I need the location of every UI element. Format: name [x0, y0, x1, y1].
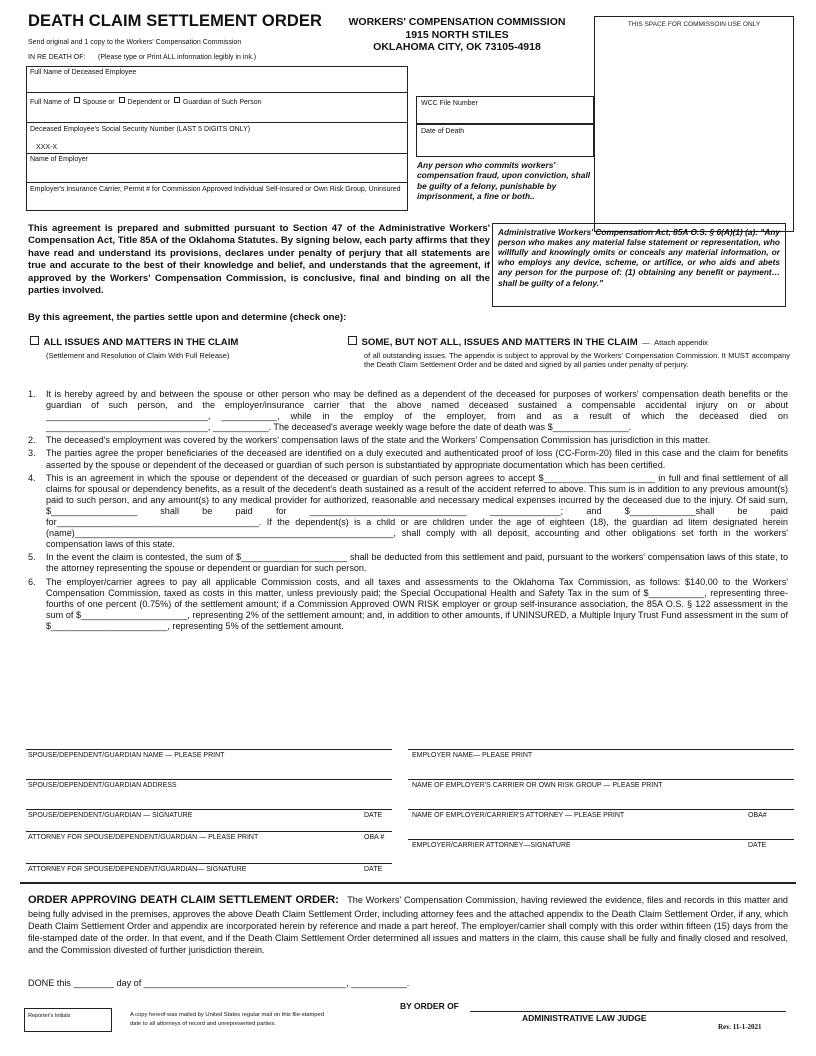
divider-4: [26, 182, 408, 183]
employer-attorney-signature-line[interactable]: [408, 839, 794, 840]
agency-city: OKLAHOMA CITY, OK 73105-4918: [373, 41, 541, 54]
spouse-address-line[interactable]: [26, 779, 392, 780]
item-num: 2.: [28, 435, 36, 446]
ssn-value: XXX-X: [36, 144, 58, 151]
item-num: 5.: [28, 552, 36, 563]
reporter-initials-box[interactable]: [24, 1008, 112, 1032]
all-issues-note: (Settlement and Resolution of Claim With Full Release): [46, 351, 230, 360]
revision-label: Rev. 11-1-2021: [718, 1023, 762, 1031]
date-label-2: DATE: [364, 866, 383, 873]
divider-2: [26, 122, 408, 123]
item-1: [28, 389, 788, 433]
item-6: [28, 577, 788, 632]
guardian-label: Guardian of Such Person: [182, 99, 262, 106]
wcc-file-label: WCC File Number: [421, 100, 478, 107]
spouse-signature-line[interactable]: [26, 809, 392, 810]
item-text: The employer/carrier agrees to pay all applicable Commission costs, and all taxes and assessments to the Oklahoma Tax Commission, as follows: $140.00 to the Workers' Compensation Commission, taxed as costs in this matter, unless previously paid; the Special Occupational Health and Safety Tax in the sum of $___________, representing three-fourths of one percent (0.75%) of the settlement amount; if a Commission Approved OWN RISK employer or group self-insurance association, the 85A O.S. § 122 assessment in the sum of $_____________________, representing 2% of the settlement amount; and, in addition to other amounts, if UNINSURED, a Multiple Injury Trust Fund assessment in the sum of $_______________________, representing 5% of the settlement amount.: [46, 576, 788, 631]
date-of-death-box[interactable]: [416, 124, 594, 157]
option-all: [30, 332, 330, 360]
employer-name-line[interactable]: [408, 749, 794, 750]
all-issues-checkbox[interactable]: [30, 336, 39, 345]
dependent-checkbox[interactable]: [119, 97, 125, 103]
agency-name: WORKERS' COMPENSATION COMMISSION: [348, 16, 566, 28]
oba-label-1: OBA #: [364, 834, 385, 841]
item-num: 3.: [28, 448, 36, 459]
attorney-print-label: ATTORNEY FOR SPOUSE/DEPENDENT/GUARDIAN — PLEASE PRINT: [28, 834, 259, 841]
attorney-print-line[interactable]: [26, 831, 392, 832]
order-divider: [20, 882, 796, 884]
full-name-of-row: [30, 97, 262, 107]
by-order-label: BY ORDER OF: [400, 1001, 459, 1011]
dependent-label: Dependent or: [127, 99, 170, 106]
carrier-name-line[interactable]: [408, 779, 794, 780]
employer-attorney-print-label: NAME OF EMPLOYER/CARRIER'S ATTORNEY — PLEASE PRINT: [412, 812, 625, 819]
spouse-address-label: SPOUSE/DEPENDENT/GUARDIAN ADDRESS: [28, 782, 177, 789]
order-heading: ORDER APPROVING DEATH CLAIM SETTLEMENT ORDER:: [28, 894, 339, 906]
agreement-text: This agreement is prepared and submitted pursuant to Section 47 of the Administrative Workers' Compensation Act, Title 85A of the Oklahoma Statutes. By signing below, each party affirms that they have read and understand its provisions, declares under penalty of perjury that all statements are true and accurate to the best of their knowledge and belief, and understands that the agreement, if approved by the Workers' Compensation Commission, is conclusive, final and binding on all the parties involved.: [28, 223, 491, 297]
agency-block: [322, 16, 592, 54]
item-num: 1.: [28, 389, 36, 399]
employer-attorney-print-line[interactable]: [408, 809, 794, 810]
in-re-label: IN RE DEATH OF:: [28, 54, 86, 61]
item-text: In the event the claim is contested, the sum of $_____________________ shall be deducted from this settlement and paid, pursuant to the workers' compensation laws of this state, to the attorney representing the spouse or dependent or guardian for such person.: [46, 552, 788, 574]
commission-use-box: [594, 16, 794, 232]
employer-field[interactable]: Name of Employer: [30, 156, 88, 163]
spouse-checkbox[interactable]: [74, 97, 80, 103]
judge-label: ADMINISTRATIVE LAW JUDGE: [522, 1013, 647, 1023]
item-3: [28, 448, 788, 470]
item-5: [28, 552, 788, 574]
reporter-label: Reporter's Initials: [28, 1013, 71, 1019]
attorney-signature-line[interactable]: [26, 863, 392, 864]
agency-street: 1915 NORTH STILES: [405, 28, 509, 41]
some-issues-dash: —: [642, 338, 650, 347]
item-num: 6.: [28, 576, 36, 587]
employer-attorney-signature-label: EMPLOYER/CARRIER ATTORNEY—SIGNATURE: [412, 842, 571, 849]
spouse-signature-label: SPOUSE/DEPENDENT/GUARDIAN — SIGNATURE: [28, 812, 193, 819]
act-quote-box: Administrative Workers' Compensation Act, 85A O.S. § 6(A)(1) (a): "Any person who makes any material false statement or representation, who willfully and knowingly omits or conceals any material information, or who employs any device, scheme, or artifice, or who aids and abets any person for the purpose of: (1) obtaining any benefit or payment…shall be guilty of a felony.": [492, 223, 786, 307]
all-issues-title: ALL ISSUES AND MATTERS IN THE CLAIM: [43, 337, 239, 348]
wcc-file-box[interactable]: [416, 96, 594, 124]
divider-1: [26, 92, 408, 93]
date-of-death-label: Date of Death: [421, 128, 465, 135]
full-name-of-label: Full Name of: [30, 99, 70, 106]
item-text: It is hereby agreed by and between the spouse or other person who may be defined as a dependent of the deceased for purposes of workers' compensation death benefits or the guardian of such person, and the employer/insurance carrier that the above named deceased sustained a compensable accidental injury on or about ________________________________, ___________, while in the employ of the employer, from and as a result of which the deceased died on ________________________________, ___________. The deceased's average weekly wage before the date of death was $_______________.: [46, 389, 788, 433]
some-issues-checkbox[interactable]: [348, 336, 357, 345]
date-label-3: DATE: [748, 842, 767, 849]
some-issues-title: SOME, BUT NOT ALL, ISSUES AND MATTERS IN THE CLAIM: [361, 337, 638, 348]
divider-3: [26, 153, 408, 154]
settle-heading: By this agreement, the parties settle upon and determine (check one):: [28, 312, 347, 323]
fraud-warning: Any person who commits workers' compensation fraud, upon conviction, shall be guilty of a felony, punishable by imprisonment, a fine or both..: [417, 160, 591, 201]
order-text: The Workers' Compensation Commission, having reviewed the evidence, files and records in this matter and being fully advised in the premises, approves the above Death Claim Settlement Order, including attorney fees and the attached appendix to the Death Claim Settlement Order, if any, which Death Claim Settlement Order and appendix are incorporated herein by reference and made a part hereof. The employer/carrier shall comply with this order within fifteen (15) days from the file-stamped date of the order. In that event, and if the Death Claim Settlement Order determined all issues and matters in the claim, this cause shall be fully and finally closed and resolved, and the Commission divested of further jurisdiction therein.: [28, 895, 788, 955]
item-num: 4.: [28, 472, 36, 483]
commission-use-label: THIS SPACE FOR COMMISSOIN USE ONLY: [627, 21, 761, 28]
carrier-name-label: NAME OF EMPLOYER'S CARRIER OR OWN RISK GROUP — PLEASE PRINT: [412, 782, 663, 789]
guardian-checkbox[interactable]: [174, 97, 180, 103]
deceased-name-field[interactable]: Full Name of Deceased Employee: [30, 69, 137, 76]
item-2: [28, 435, 788, 446]
item-text: This is an agreement in which the spouse or dependent of the deceased or guardian of such person agrees to accept $______________________ in full and final settlement of all claims for spousal or dependency benefits, as a result of the decedent's death sustained as a result of the accident referred to above. This sum is in addition to any previous amount(s) paid to such person, and any amount(s) to any medical provider for authorized, reasonable and necessary medical expenses incurred by the deceased due to the injury. Of said sum, $_________________ shall be paid for _______________________________ ______________; and $_____________shall be paid for________________________________________. If the dependent(s) is a child or are children under the age of eighteen (18), the guardian ad litem designated herein (name)_______________________________________________________________, shall comply with all deposit, accounting and other obligations set forth in the workers' compensation laws of this state.: [46, 472, 788, 550]
option-some: [348, 332, 790, 369]
some-issues-note-2: of all outstanding issues. The appendix is subject to approval by the Workers' Compensation Commission. It MUST accompany the Death Claim Settlement Order and be dated and signed by all parties under penalty of perjury.: [364, 351, 790, 370]
judge-signature-line[interactable]: [470, 1011, 786, 1012]
item-4: [28, 473, 788, 551]
employer-name-label: EMPLOYER NAME— PLEASE PRINT: [412, 752, 533, 759]
ssn-field[interactable]: Deceased Employee's Social Security Number (LAST 5 DIGITS ONLY): [30, 126, 251, 133]
form-title: DEATH CLAIM SETTLEMENT ORDER: [28, 12, 322, 30]
oba-label-2: OBA#: [748, 812, 767, 819]
attorney-signature-label: ATTORNEY FOR SPOUSE/DEPENDENT/GUARDIAN— SIGNATURE: [28, 866, 247, 873]
send-note: Send original and 1 copy to the Workers' Compensation Commission: [28, 39, 242, 46]
done-line: DONE this ________ day of ________________________________________, ___________.: [28, 978, 410, 988]
mailing-note-1: A copy hereof was mailed by United States regular mail on this file-stamped: [130, 1012, 324, 1018]
in-re-note: (Please type or Print ALL information legibly in ink.): [98, 54, 257, 61]
numbered-items: [28, 389, 788, 634]
date-label-1: DATE: [364, 812, 383, 819]
item-text: The deceased's employment was covered by the workers' compensation laws of the state and the Workers' Compensation Commission has jurisdiction in this matter.: [46, 435, 711, 446]
item-text: The parties agree the proper beneficiaries of the deceased are identified on a duly executed and authenticated proof of loss (CC-Form-20) filed in this case and the claim for benefits asserted by the spouse or dependent of the deceased or guardian of such person is substantiated by appropriate documentation which has been certified.: [46, 448, 788, 470]
carrier-field[interactable]: Employer's Insurance Carrier, Permit # for Commission Approved Individual Self-Insured or Own Risk Group, Uninsured: [30, 186, 401, 193]
mailing-note: [130, 1011, 324, 1030]
mailing-note-2: date to all attorneys of record and unrepresented parties.: [130, 1021, 276, 1028]
order-paragraph: [28, 893, 788, 956]
spouse-name-line[interactable]: [26, 749, 392, 750]
spouse-name-label: SPOUSE/DEPENDENT/GUARDIAN NAME — PLEASE PRINT: [28, 752, 225, 759]
some-issues-note-1: Attach appendix: [654, 338, 708, 347]
spouse-label: Spouse or: [82, 99, 115, 106]
